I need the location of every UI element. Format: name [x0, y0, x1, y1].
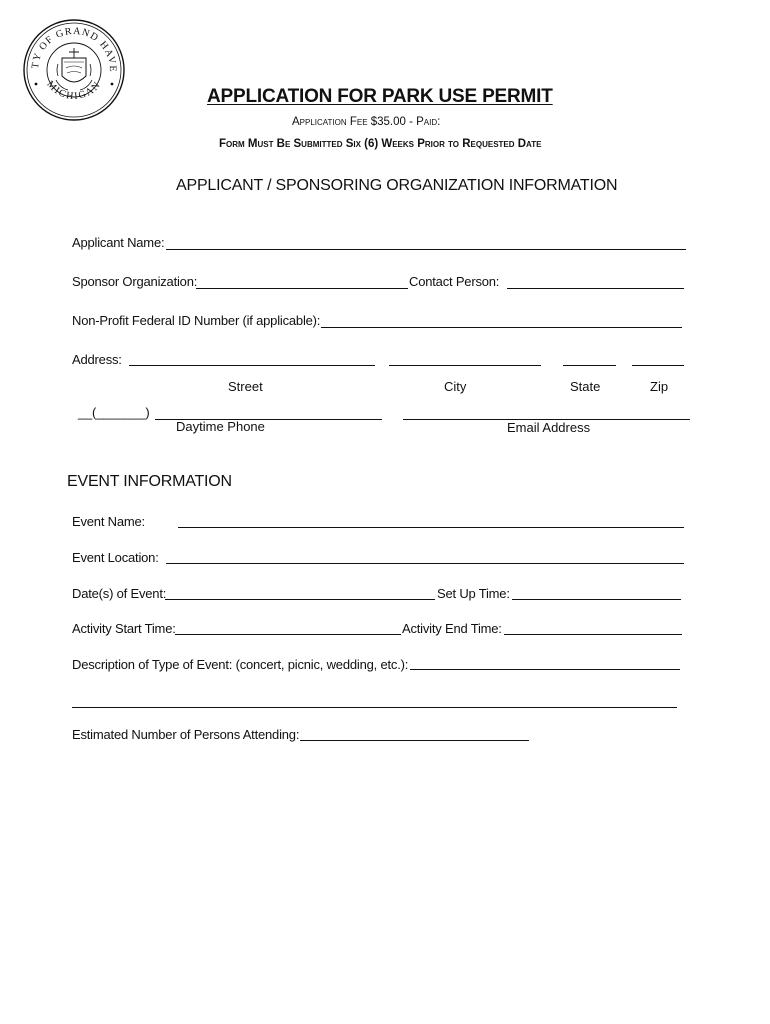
- city-field[interactable]: [389, 365, 541, 366]
- zip-field[interactable]: [632, 365, 684, 366]
- event-dates-label: Date(s) of Event:: [72, 586, 167, 601]
- form-title: APPLICATION FOR PARK USE PERMIT: [207, 86, 553, 107]
- event-section-heading: EVENT INFORMATION: [67, 473, 232, 490]
- activity-end-time-field[interactable]: [504, 634, 682, 635]
- nonprofit-id-label: Non-Profit Federal ID Number (if applicable):: [72, 313, 321, 328]
- event-location-field[interactable]: [166, 563, 684, 564]
- email-address-caption: Email Address: [507, 420, 591, 435]
- contact-person-field[interactable]: [507, 288, 684, 289]
- sponsor-organization-field[interactable]: [196, 288, 408, 289]
- applicant-name-label: Applicant Name:: [72, 235, 165, 250]
- event-description-continuation-field[interactable]: [72, 707, 677, 708]
- application-fee-line: Application Fee $35.00 - Paid:: [292, 116, 441, 128]
- nonprofit-id-field[interactable]: [321, 327, 682, 328]
- state-caption: State: [570, 379, 601, 394]
- estimated-persons-label: Estimated Number of Persons Attending:: [72, 727, 300, 742]
- activity-start-time-label: Activity Start Time:: [72, 621, 176, 636]
- applicant-name-field[interactable]: [166, 249, 686, 250]
- contact-person-label: Contact Person:: [409, 274, 500, 289]
- city-seal-logo: [22, 18, 126, 122]
- phone-area-code-field[interactable]: __(_______): [78, 405, 150, 420]
- address-label: Address:: [72, 352, 122, 367]
- setup-time-field[interactable]: [512, 599, 681, 600]
- event-name-label: Event Name:: [72, 514, 145, 529]
- event-dates-field[interactable]: [165, 599, 435, 600]
- svg-text:CITY OF GRAND HAVEN: [22, 18, 118, 73]
- street-field[interactable]: [129, 365, 375, 366]
- state-field[interactable]: [563, 365, 616, 366]
- city-caption: City: [444, 379, 467, 394]
- estimated-persons-field[interactable]: [300, 740, 529, 741]
- street-caption: Street: [228, 379, 263, 394]
- applicant-section-heading: APPLICANT / SPONSORING ORGANIZATION INFORMATION: [176, 177, 618, 194]
- seal-bottom-text: MICHIGAN: [44, 78, 104, 103]
- zip-caption: Zip: [650, 379, 669, 394]
- sponsor-organization-label: Sponsor Organization:: [72, 274, 198, 289]
- event-description-field[interactable]: [410, 669, 680, 670]
- activity-end-time-label: Activity End Time:: [402, 621, 502, 636]
- event-location-label: Event Location:: [72, 550, 159, 565]
- setup-time-label: Set Up Time:: [437, 586, 510, 601]
- event-name-field[interactable]: [178, 527, 684, 528]
- daytime-phone-caption: Daytime Phone: [176, 419, 265, 434]
- seal-top-text: TY OF GRAND HAVE: [29, 25, 119, 73]
- activity-start-time-field[interactable]: [175, 634, 401, 635]
- submission-deadline-line: Form Must Be Submitted Six (6) Weeks Prior to Requested Date: [219, 138, 542, 150]
- event-description-label: Description of Type of Event: (concert, picnic, wedding, etc.):: [72, 657, 409, 672]
